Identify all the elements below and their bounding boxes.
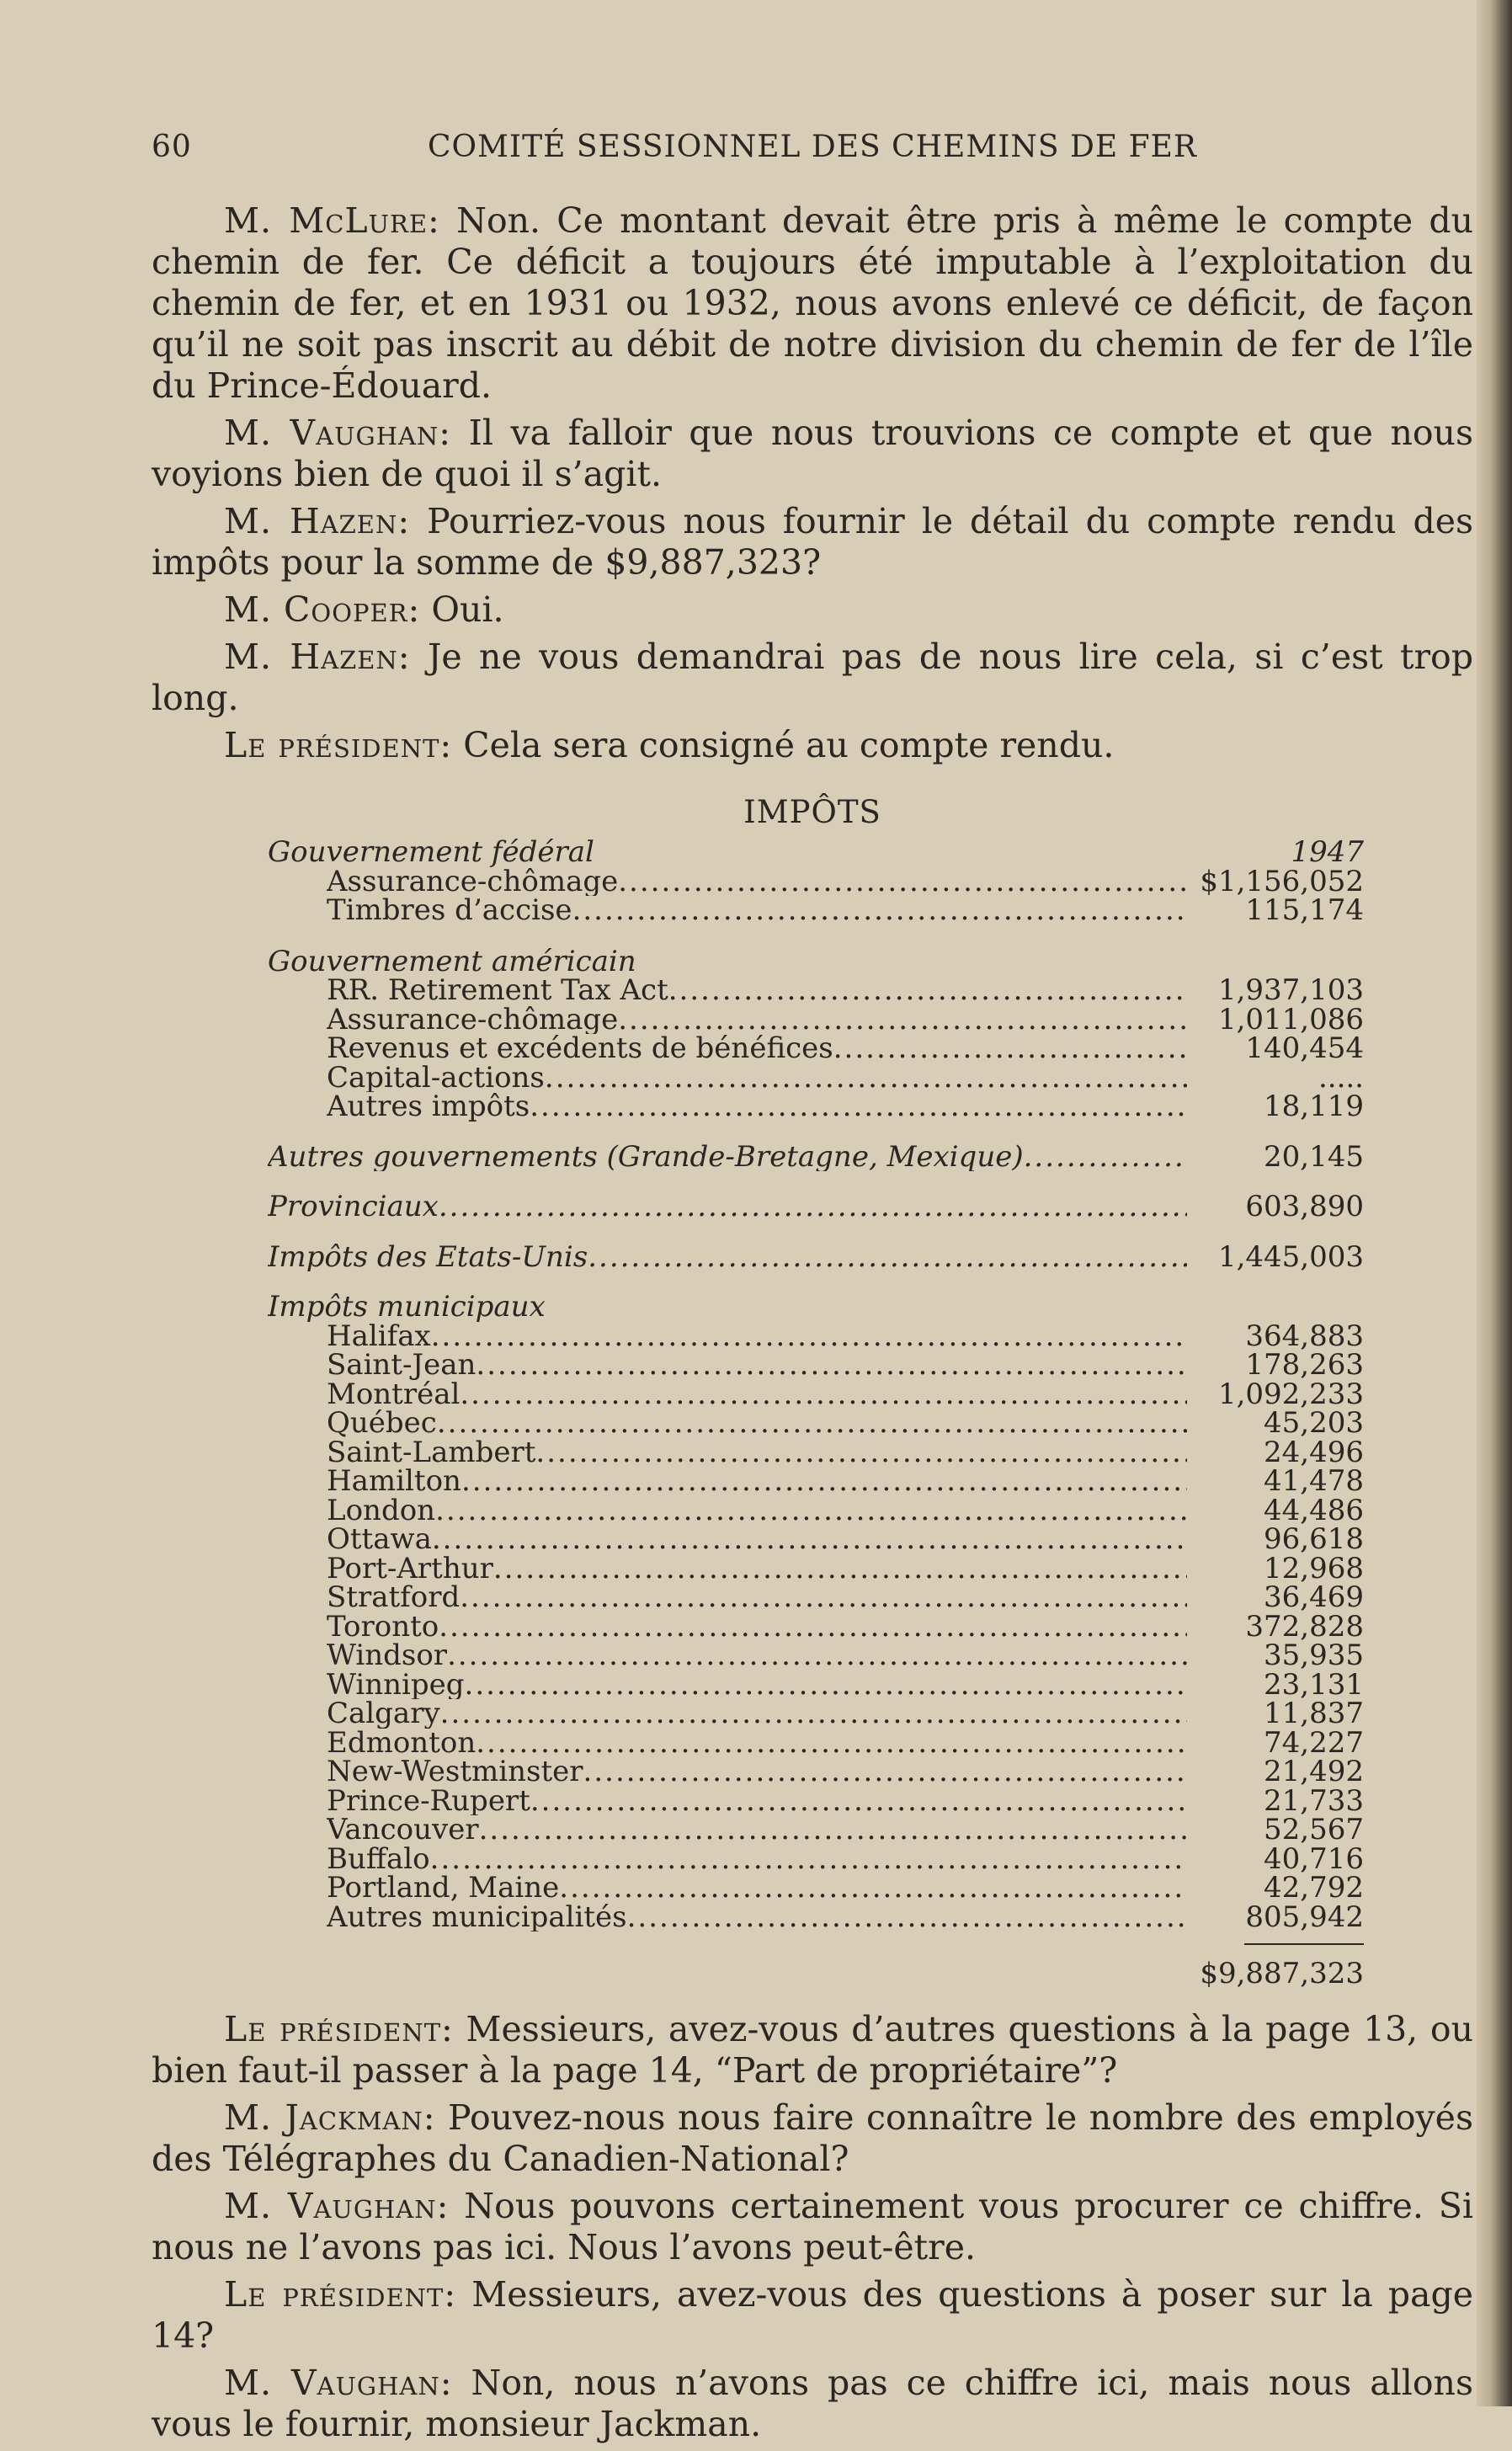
section-heading-federal xyxy=(268,838,1364,867)
spacer xyxy=(268,1222,1364,1243)
row-value: 1,937,103 xyxy=(1217,976,1364,1005)
spacer xyxy=(268,1171,1364,1192)
row-label: Timbres d’accise ..... xyxy=(327,896,1187,925)
paragraph xyxy=(152,2097,1473,2180)
row-label: Revenus et excédents de bénéfices ..... xyxy=(327,1034,1187,1063)
running-header xyxy=(152,126,1473,177)
row-label: Edmonton ..... xyxy=(327,1729,1187,1758)
row-value: 1,011,086 xyxy=(1217,1004,1364,1034)
table-row xyxy=(268,867,1364,897)
paragraph xyxy=(152,501,1473,583)
speaker: M. Hazen: xyxy=(224,501,411,541)
table-row xyxy=(268,1729,1364,1758)
row-label: Stratford ..... xyxy=(327,1583,1187,1612)
table-row xyxy=(268,976,1364,1005)
paragraph xyxy=(152,725,1473,766)
row-value: 24,496 xyxy=(1264,1437,1364,1467)
row-value: 805,942 xyxy=(1245,1902,1364,1931)
table-body xyxy=(268,838,1364,1931)
row-value: 44,486 xyxy=(1264,1495,1364,1525)
speaker: M. Vaughan: xyxy=(224,2186,450,2226)
row-value: 21,492 xyxy=(1264,1757,1364,1787)
row-label: Impôts des Etats-Unis ..... xyxy=(268,1243,1187,1272)
table-row xyxy=(268,1034,1364,1063)
table-row xyxy=(268,1583,1364,1612)
row-value: 21,733 xyxy=(1264,1786,1364,1815)
table-row xyxy=(268,1409,1364,1438)
table-row xyxy=(268,1322,1364,1351)
row-value: 45,203 xyxy=(1264,1409,1364,1438)
row-value: 140,454 xyxy=(1245,1034,1364,1063)
paragraph-text: Non, nous n’avons pas ce chiffre ici, mais nous allons vous le fournir, monsieur Jackman. xyxy=(152,2363,1473,2444)
table-row xyxy=(268,1467,1364,1496)
row-label: Vancouver ..... xyxy=(327,1815,1187,1845)
spacer xyxy=(268,1271,1364,1292)
paragraph-text: Oui. xyxy=(420,589,504,630)
document-page xyxy=(152,126,1473,2451)
row-label: Winnipeg ..... xyxy=(327,1670,1187,1700)
row-value: 178,263 xyxy=(1245,1351,1364,1380)
row-label: Autres impôts ..... xyxy=(327,1092,1187,1122)
row-label: Ottawa ..... xyxy=(327,1525,1187,1554)
paragraph-text: Cela sera consigné au compte rendu. xyxy=(452,725,1115,765)
row-value: 52,567 xyxy=(1264,1815,1364,1845)
row-label: Prince-Rupert ..... xyxy=(327,1787,1187,1816)
year-label: 1947 xyxy=(1291,838,1364,867)
spacer xyxy=(268,925,1364,947)
section-heading: Gouvernement américain xyxy=(268,946,636,976)
table-row xyxy=(268,1438,1364,1468)
speaker: Le président: xyxy=(224,2274,457,2315)
paragraph xyxy=(152,2186,1473,2268)
row-value: 35,935 xyxy=(1264,1641,1364,1670)
row-label: Québec ..... xyxy=(327,1409,1187,1438)
paragraph xyxy=(152,637,1473,719)
row-label: Montréal ..... xyxy=(327,1380,1187,1409)
section-heading-american xyxy=(268,947,1364,977)
speaker: M. McLure: xyxy=(224,200,440,241)
row-label: Windsor ..... xyxy=(327,1641,1187,1670)
paragraphs-before xyxy=(152,200,1473,766)
paragraph-text: Messieurs, avez-vous d’autres questions à la page 13, ou bien faut-il passer à la page 14, “Part de propriétaire”? xyxy=(152,2009,1473,2091)
row-value: 364,883 xyxy=(1245,1321,1364,1351)
section-heading-municipal xyxy=(268,1292,1364,1322)
table-row-us-taxes xyxy=(268,1243,1364,1272)
table-row xyxy=(268,1787,1364,1816)
row-value: 42,792 xyxy=(1264,1873,1364,1903)
row-value: 372,828 xyxy=(1245,1612,1364,1641)
table-row xyxy=(268,1873,1364,1903)
table-row xyxy=(268,1845,1364,1874)
row-value: 74,227 xyxy=(1264,1728,1364,1757)
table-row xyxy=(268,1525,1364,1554)
row-label: Assurance-chômage ..... xyxy=(327,1005,1187,1035)
row-value: 115,174 xyxy=(1245,896,1364,925)
row-label: Portland, Maine ..... xyxy=(327,1873,1187,1903)
row-value: 96,618 xyxy=(1264,1525,1364,1554)
total-rule xyxy=(1244,1943,1364,1945)
row-value: 11,837 xyxy=(1264,1699,1364,1729)
table-row xyxy=(268,1903,1364,1932)
speaker: M. Cooper: xyxy=(224,589,421,630)
row-label: London ..... xyxy=(327,1496,1187,1526)
paragraph xyxy=(152,2274,1473,2357)
row-label: Saint-Lambert ..... xyxy=(327,1438,1187,1468)
table-row-provincial xyxy=(268,1192,1364,1222)
table-row xyxy=(268,1351,1364,1380)
row-label: Toronto ..... xyxy=(327,1612,1187,1642)
row-label: New-Westminster ..... xyxy=(327,1757,1187,1787)
section-heading: Impôts municipaux xyxy=(268,1292,546,1322)
total-value: $9,887,323 xyxy=(1200,1957,1364,1990)
row-label: Port-Arthur ..... xyxy=(327,1554,1187,1584)
row-value: 18,119 xyxy=(1264,1092,1364,1122)
paragraph-text: Il va falloir que nous trouvions ce compte et que nous voyions bien de quoi il s’agit. xyxy=(152,413,1473,494)
book-spine-shadow xyxy=(1477,0,1512,2406)
row-value: $1,156,052 xyxy=(1200,866,1364,896)
row-label: Buffalo ..... xyxy=(327,1845,1187,1874)
table-row xyxy=(268,1757,1364,1787)
row-label: RR. Retirement Tax Act ..... xyxy=(327,976,1187,1005)
row-label: Autres municipalités ..... xyxy=(327,1903,1187,1932)
row-label: Capital-actions ..... xyxy=(327,1063,1187,1093)
paragraph-text: Nous pouvons certainement vous procurer ce chiffre. Si nous ne l’avons pas ici. Nous l’avons peut-être. xyxy=(152,2186,1473,2267)
table-total-row xyxy=(268,1953,1364,1990)
table-row xyxy=(268,1699,1364,1729)
table-row xyxy=(268,1063,1364,1093)
paragraph-text: Pouvez-nous nous faire connaître le nombre des employés des Télégraphes du Canadien-National? xyxy=(152,2097,1473,2179)
table-row xyxy=(268,1496,1364,1526)
paragraph-text: Je ne vous demandrai pas de nous lire cela, si c’est trop long. xyxy=(152,637,1473,718)
paragraph-text: Messieurs, avez-vous des questions à poser sur la page 14? xyxy=(152,2274,1473,2356)
section-heading: Gouvernement fédéral xyxy=(268,838,594,867)
row-value: 603,890 xyxy=(1245,1192,1364,1222)
row-label: Halifax ..... xyxy=(327,1322,1187,1351)
row-label: Autres gouvernements (Grande-Bretagne, Mexique) ..... xyxy=(268,1143,1187,1172)
paragraphs-after xyxy=(152,2009,1473,2445)
running-title: COMITÉ SESSIONNEL DES CHEMINS DE FER xyxy=(428,130,1197,164)
row-label: Hamilton ..... xyxy=(327,1467,1187,1496)
table-row xyxy=(268,1670,1364,1700)
paragraph-text: Pourriez-vous nous fournir le détail du compte rendu des impôts pour la somme de $9,887,323? xyxy=(152,501,1473,583)
paragraph xyxy=(152,2363,1473,2445)
row-value: 1,092,233 xyxy=(1217,1379,1364,1409)
row-value: 36,469 xyxy=(1264,1583,1364,1612)
row-label: Calgary ..... xyxy=(327,1699,1187,1729)
row-value: 12,968 xyxy=(1264,1553,1364,1583)
speaker: M. Hazen: xyxy=(224,637,411,677)
row-value: ..... xyxy=(1318,1063,1364,1092)
paragraph xyxy=(152,200,1473,407)
speaker: Le président: xyxy=(224,2009,454,2049)
row-label: Assurance-chômage ..... xyxy=(327,867,1187,897)
paragraph xyxy=(152,413,1473,495)
table-row xyxy=(268,1641,1364,1670)
table-row xyxy=(268,896,1364,925)
paragraph xyxy=(152,2009,1473,2091)
table-row xyxy=(268,1612,1364,1642)
table-row xyxy=(268,1005,1364,1035)
row-value: 41,478 xyxy=(1264,1467,1364,1496)
speaker: M. Vaughan: xyxy=(224,2363,453,2403)
speaker: M. Jackman: xyxy=(224,2097,436,2138)
table-row xyxy=(268,1380,1364,1409)
table-row-other-governments xyxy=(268,1143,1364,1172)
speaker: Le président: xyxy=(224,725,453,765)
table-title: IMPÔTS xyxy=(743,794,881,830)
row-value: 23,131 xyxy=(1264,1670,1364,1699)
row-value: 20,145 xyxy=(1264,1142,1364,1171)
paragraph-text: Non. Ce montant devait être pris à même le compte du chemin de fer. Ce déficit a toujours été imputable à l’exploitation du chemin de fer, et en 1931 ou 1932, nous avons enlevé ce déficit, de façon qu’il ne soit pas inscrit au débit de notre division du chemin de fer de l’île du Prince-Édouard. xyxy=(152,200,1473,406)
table-row xyxy=(268,1815,1364,1845)
speaker: M. Vaughan: xyxy=(224,413,452,453)
tax-table xyxy=(152,791,1473,1990)
page-number: 60 xyxy=(152,130,192,164)
row-value: 1,445,003 xyxy=(1217,1242,1364,1271)
row-label: Saint-Jean ..... xyxy=(327,1351,1187,1380)
row-value: 40,716 xyxy=(1264,1844,1364,1873)
paragraph xyxy=(152,589,1473,631)
row-label: Provinciaux ..... xyxy=(268,1192,1187,1222)
table-row xyxy=(268,1554,1364,1584)
spacer xyxy=(268,1122,1364,1143)
table-row xyxy=(268,1092,1364,1122)
